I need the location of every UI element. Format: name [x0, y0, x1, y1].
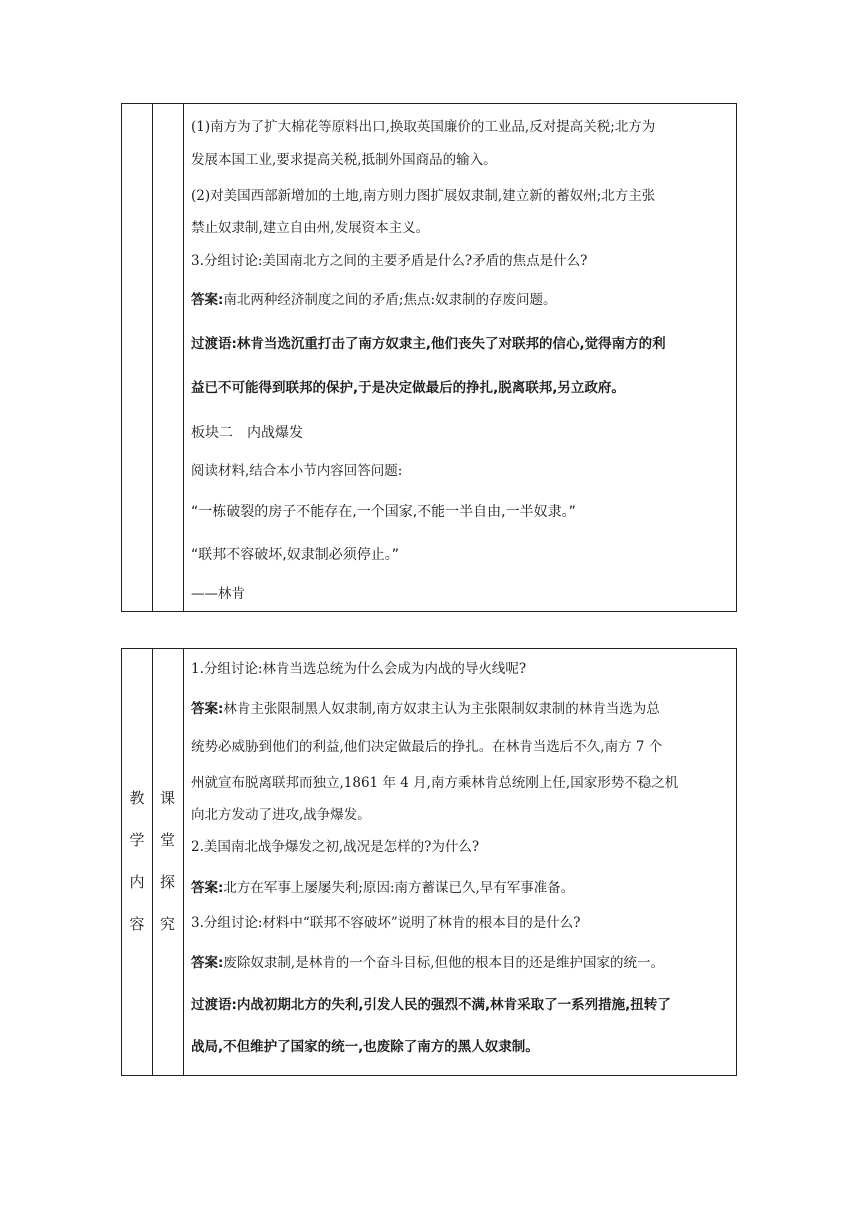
answer-label: 答案:	[191, 701, 224, 717]
stage-label-char: 堂	[159, 831, 175, 849]
column-stage	[152, 649, 184, 1075]
transition-line: 过渡语:林肯当选沉重打击了南方奴隶主,他们丧失了对联邦的信心,觉得南方的利	[191, 336, 666, 352]
stage-label-char: 课	[159, 789, 175, 807]
paragraph-line: (2)对美国西部新增加的土地,南方则力图扩展奴隶制,建立新的蓄奴州;北方主张	[191, 188, 656, 204]
answer-1	[191, 697, 660, 717]
answer-label: 答案:	[191, 880, 224, 896]
question-2: 2.美国南北战争爆发之初,战况是怎样的?为什么?	[191, 839, 480, 855]
block-title: 板块二 内战爆发	[191, 425, 303, 441]
transition-line: 战局,不但维护了国家的统一,也废除了南方的黑人奴隶制。	[191, 1039, 539, 1055]
quote: “联邦不容破坏,奴隶制必须停止。”	[191, 547, 399, 563]
answer-line: 向北方发动了进攻,战争爆发。	[191, 807, 371, 823]
stage-label-char: 探	[159, 873, 175, 891]
quote: “一栋破裂的房子不能存在,一个国家,不能一半自由,一半奴隶。”	[191, 504, 576, 520]
transition-line: 益已不可能得到联邦的保护,于是决定做最后的挣扎,脱离联邦,另立政府。	[191, 380, 625, 396]
lesson-table-part-2	[121, 648, 737, 1076]
lesson-table-part-1	[121, 103, 737, 612]
answer-label: 答案:	[191, 955, 224, 971]
stage-label-char: 究	[159, 915, 175, 933]
question-1: 1.分组讨论:林肯当选总统为什么会成为内战的导火线呢?	[191, 661, 527, 677]
reading-instruction: 阅读材料,结合本小节内容回答问题:	[191, 463, 403, 479]
column-section	[122, 649, 153, 1075]
answer-3	[191, 951, 664, 971]
transition-line: 过渡语:内战初期北方的失利,引发人民的强烈不满,林肯采取了一系列措施,扭转了	[191, 997, 671, 1013]
column-stage	[152, 104, 184, 611]
column-content	[184, 104, 736, 611]
answer-text: 北方在军事上屡屡失利;原因:南方蓄谋已久,早有军事准备。	[223, 880, 575, 896]
paragraph-line: 发展本国工业,要求提高关税,抵制外国商品的输入。	[191, 152, 497, 168]
section-label-char: 内	[129, 873, 145, 891]
question-3: 3.分组讨论:材料中“联邦不容破坏”说明了林肯的根本目的是什么?	[191, 915, 581, 931]
answer-2	[191, 876, 574, 896]
column-content	[184, 649, 736, 1075]
section-label-char: 教	[129, 789, 145, 807]
question-3: 3.分组讨论:美国南北方之间的主要矛盾是什么?矛盾的焦点是什么?	[191, 253, 588, 269]
attribution: ——林肯	[191, 586, 245, 602]
paragraph-line: (1)南方为了扩大棉花等原料出口,换取英国廉价的工业品,反对提高关税;北方为	[191, 119, 656, 135]
section-label-char: 容	[129, 915, 145, 933]
answer-text: 林肯主张限制黑人奴隶制,南方奴隶主认为主张限制奴隶制的林肯当选为总	[223, 701, 660, 717]
answer-3	[191, 288, 557, 308]
answer-line: 统势必威胁到他们的利益,他们决定做最后的挣扎。在林肯当选后不久,南方 7 个	[191, 739, 663, 755]
answer-label: 答案:	[191, 292, 224, 308]
paragraph-line: 禁止奴隶制,建立自由州,发展资本主义。	[191, 220, 430, 236]
section-label-char: 学	[129, 831, 145, 849]
answer-line: 州就宣布脱离联邦而独立,1861 年 4 月,南方乘林肯总统刚上任,国家形势不稳之机	[191, 775, 679, 791]
answer-text: 废除奴隶制,是林肯的一个奋斗目标,但他的根本目的还是维护国家的统一。	[223, 955, 664, 971]
column-section	[122, 104, 153, 611]
answer-text: 南北两种经济制度之间的矛盾;焦点:奴隶制的存废问题。	[223, 292, 557, 308]
